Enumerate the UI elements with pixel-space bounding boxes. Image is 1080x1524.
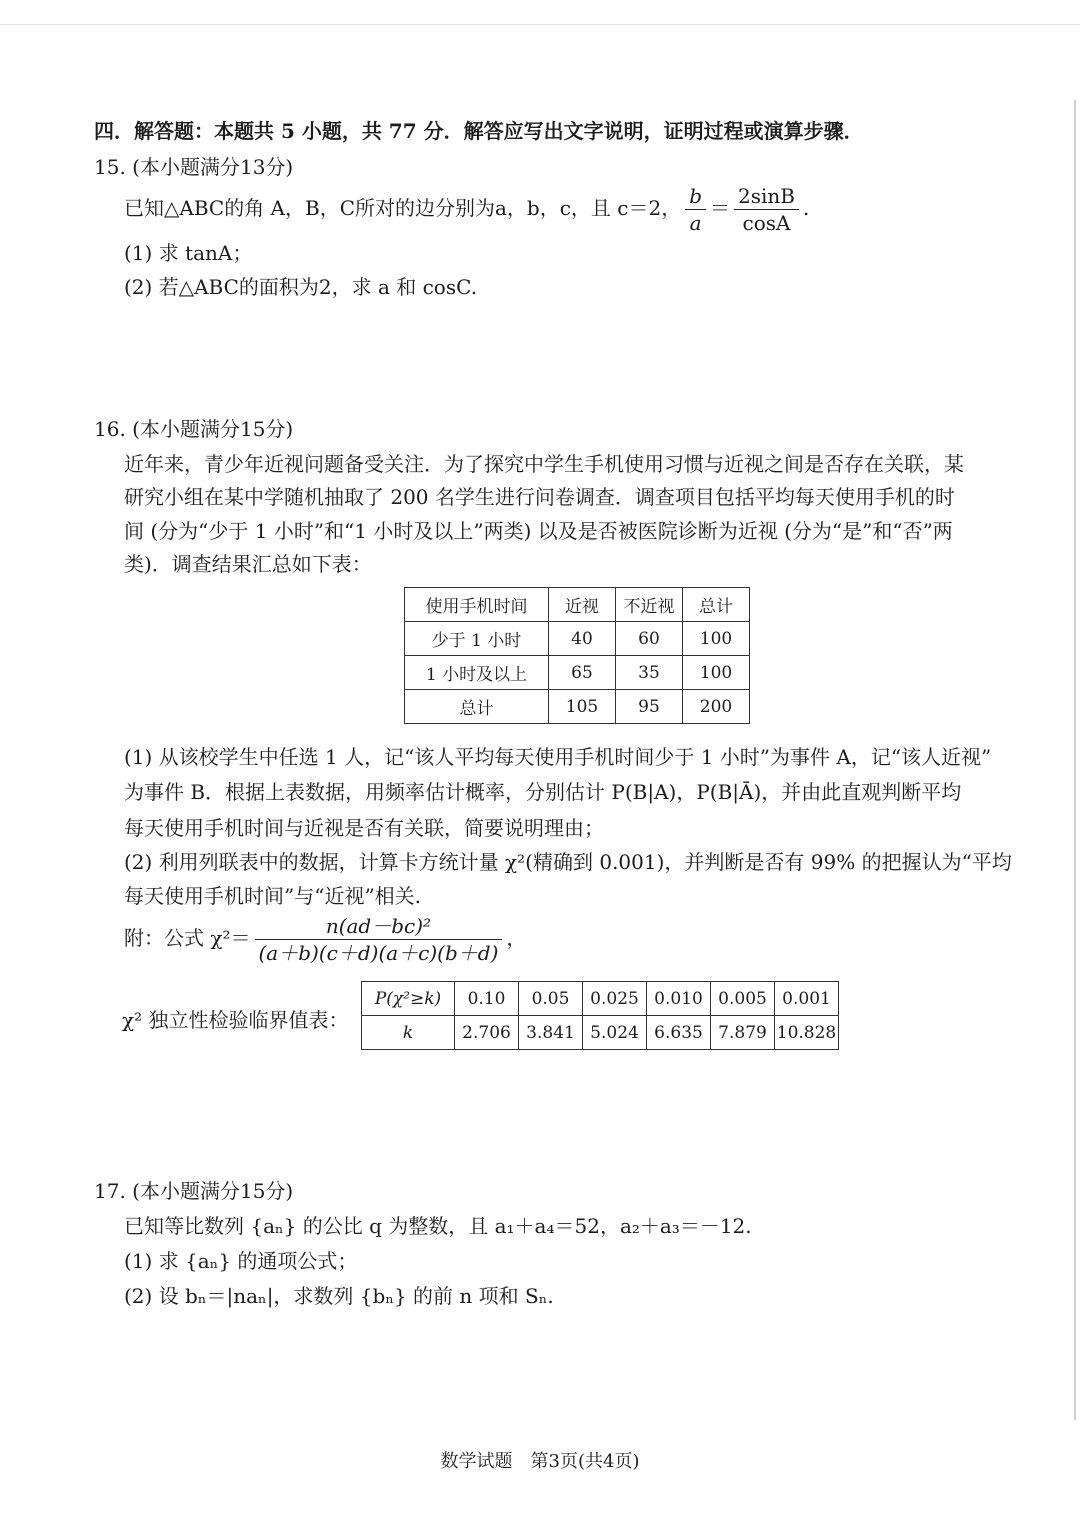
table-cell: 65 xyxy=(549,656,616,690)
q16-para-line: 近年来，青少年近视问题备受关注．为了探究中学生手机使用习惯与近视之间是否存在关联，某 xyxy=(124,452,964,476)
formula-tail: ， xyxy=(506,926,527,950)
table-cell: 总计 xyxy=(405,690,549,724)
q17-part2: (2) 设 bₙ＝|naₙ|，求数列 {bₙ} 的前 n 项和 Sₙ. xyxy=(124,1284,554,1308)
q16-para-line: 间 (分为“少于 1 小时”和“1 小时及以上”两类) 以及是否被医院诊断为近视 (分为“是”和“否”两 xyxy=(124,519,953,543)
crit-row-p xyxy=(362,982,839,1016)
q15-stem-text: 已知△ABC的角 A，B，C所对的边分别为a，b，c，且 c＝2， xyxy=(124,196,682,220)
table-cell: 0.005 xyxy=(711,982,775,1016)
table-cell: 5.024 xyxy=(583,1016,647,1050)
page-footer: 数学试题 第3页(共4页) xyxy=(440,1451,640,1472)
contingency-table xyxy=(404,587,750,724)
table-cell: 6.635 xyxy=(647,1016,711,1050)
table-cell: 95 xyxy=(616,690,683,724)
table-cell: k xyxy=(362,1016,455,1050)
q16-part1-line: 为事件 B．根据上表数据，用频率估计概率，分别估计 P(B|A)，P(B|Ā)，并由此直观判断平均 xyxy=(124,780,962,804)
critical-value-table xyxy=(361,981,839,1050)
table-cell: P(χ²≥k) xyxy=(362,982,455,1016)
table-row xyxy=(405,690,750,724)
table-cell: 105 xyxy=(549,690,616,724)
q17-part1: (1) 求 {aₙ} 的通项公式； xyxy=(124,1249,358,1273)
table-cell: 不近视 xyxy=(616,588,683,622)
formula-label: 附：公式 χ²＝ xyxy=(124,926,251,950)
table-cell: 0.025 xyxy=(583,982,647,1016)
crit-table-label: χ² 独立性检验临界值表： xyxy=(122,1008,349,1032)
formula-num: n(ad－bc)² xyxy=(255,914,503,940)
q15-frac-num: b xyxy=(685,184,706,210)
q17-stem: 已知等比数列 {aₙ} 的公比 q 为整数，且 a₁＋a₄＝52，a₂＋a₃＝－12. xyxy=(124,1214,752,1238)
formula-den: (a＋b)(c＋d)(a＋c)(b＋d) xyxy=(258,941,499,965)
table-cell: 10.828 xyxy=(775,1016,839,1050)
q15-frac2-num: 2sinB xyxy=(734,184,799,210)
table-cell: 7.879 xyxy=(711,1016,775,1050)
formula-fraction xyxy=(255,914,503,965)
q16-part1-line: (1) 从该校学生中任选 1 人，记“该人平均每天使用手机时间少于 1 小时”为事件 A，记“该人近视” xyxy=(124,745,992,769)
table-cell: 总计 xyxy=(683,588,750,622)
table-cell: 近视 xyxy=(549,588,616,622)
q15-part2: (2) 若△ABC的面积为2，求 a 和 cosC. xyxy=(124,275,478,299)
crit-row-k xyxy=(362,1016,839,1050)
q15-stem: 已知△ABC的角 A，B，C所对的边分别为a，b，c，且 c＝2， $\frac{b}{a}$ ＝ $\frac{2\sin B}{\cos A}$ . xyxy=(124,184,810,235)
table-cell: 60 xyxy=(616,622,683,656)
q15-frac-den: a xyxy=(689,211,702,235)
q16-para-line: 研究小组在某中学随机抽取了 200 名学生进行问卷调查．调查项目包括平均每天使用手机的时 xyxy=(124,485,955,509)
q15-part1: (1) 求 tanA； xyxy=(124,241,253,265)
table-cell: 0.05 xyxy=(519,982,583,1016)
table-row xyxy=(405,656,750,690)
table-cell: 0.001 xyxy=(775,982,839,1016)
table-cell: 100 xyxy=(683,622,750,656)
q15-fraction-ba xyxy=(685,184,706,235)
q16-part1-line: 每天使用手机时间与近视是否有关联，简要说明理由； xyxy=(124,816,604,840)
section-header: 四．解答题：本题共 5 小题，共 77 分．解答应写出文字说明，证明过程或演算步骤． xyxy=(94,119,864,143)
table-cell: 3.841 xyxy=(519,1016,583,1050)
table-cell: 少于 1 小时 xyxy=(405,622,549,656)
table-header-row xyxy=(405,588,750,622)
q17-heading: 17. (本小题满分15分) xyxy=(94,1179,294,1203)
table-cell: 35 xyxy=(616,656,683,690)
top-border xyxy=(0,24,1080,25)
right-margin-line xyxy=(1074,100,1076,1420)
q16-part2-line: (2) 利用列联表中的数据，计算卡方统计量 χ²(精确到 0.001)，并判断是否有 99% 的把握认为“平均 xyxy=(124,850,1012,874)
table-cell: 100 xyxy=(683,656,750,690)
q16-para-line: 类)．调查结果汇总如下表： xyxy=(124,552,372,576)
table-cell: 40 xyxy=(549,622,616,656)
table-cell: 1 小时及以上 xyxy=(405,656,549,690)
q15-frac2-den: cosA xyxy=(742,211,791,235)
table-cell: 使用手机时间 xyxy=(405,588,549,622)
table-row xyxy=(405,622,750,656)
table-cell: 200 xyxy=(683,690,750,724)
q15-heading: 15. (本小题满分13分) xyxy=(94,155,294,179)
table-cell: 0.010 xyxy=(647,982,711,1016)
table-cell: 2.706 xyxy=(455,1016,519,1050)
q15-fraction-sin xyxy=(734,184,799,235)
q16-heading: 16. (本小题满分15分) xyxy=(94,417,294,441)
chi-square-formula xyxy=(124,910,526,966)
q16-part2-line: 每天使用手机时间”与“近视”相关. xyxy=(124,884,422,908)
table-cell: 0.10 xyxy=(455,982,519,1016)
